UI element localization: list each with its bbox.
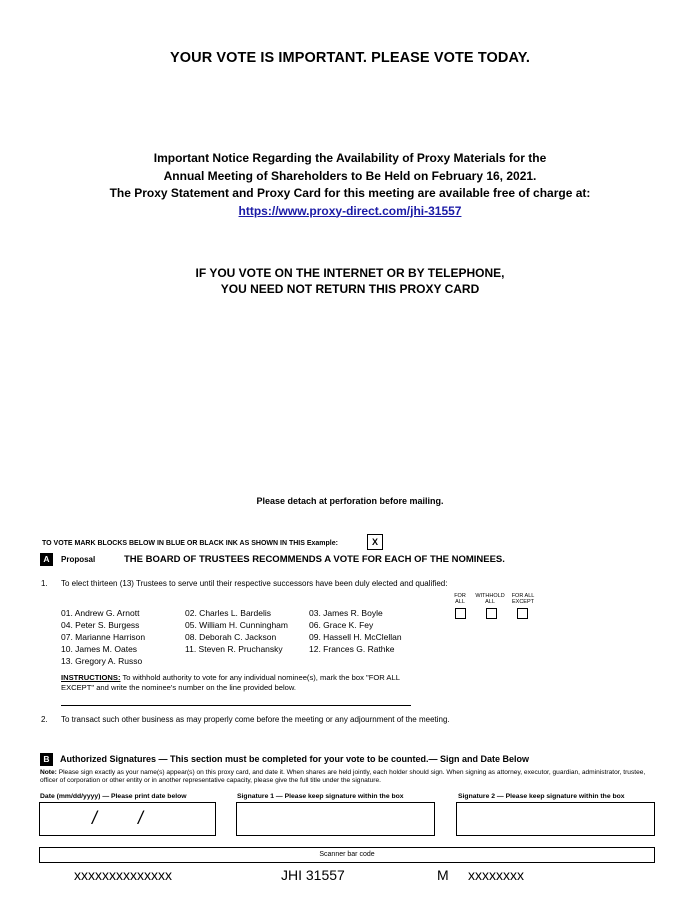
- instructions-text: To withhold authority to vote for any individual nominee(s), mark the box "FOR ALL EXCEPT" and write the nominee's number on the line provided below.: [61, 673, 400, 692]
- for-all-except-checkbox[interactable]: [517, 608, 528, 619]
- vote-example-text: TO VOTE MARK BLOCKS BELOW IN BLUE OR BLACK INK AS SHOWN IN THIS Example:: [42, 540, 338, 547]
- footer-account-number: xxxxxxxx: [468, 867, 524, 883]
- footer-control-number: xxxxxxxxxxxxxx: [74, 867, 172, 883]
- proposal-1-text: To elect thirteen (13) Trustees to serve until their respective successors have been duly elected and qualified:: [61, 579, 448, 588]
- nominee: 11. Steven R. Pruchansky: [185, 644, 283, 654]
- notice-line-1: Important Notice Regarding the Availability of Proxy Materials for the: [153, 151, 547, 165]
- for-all-checkbox[interactable]: [455, 608, 466, 619]
- signature-note: [40, 769, 660, 785]
- notice-line-3: The Proxy Statement and Proxy Card for this meeting are available free of charge at:: [109, 186, 591, 200]
- date-slash: /: [138, 808, 144, 828]
- section-b-badge: B: [40, 753, 53, 766]
- footer-m-marker: M: [437, 867, 449, 883]
- date-slash: /: [92, 808, 98, 828]
- proposal-1-number: 1.: [41, 579, 48, 588]
- section-a-label: Proposal: [61, 555, 96, 564]
- nominee: 03. James R. Boyle: [309, 608, 383, 618]
- internet-vote-line-1: IF YOU VOTE ON THE INTERNET OR BY TELEPHONE,: [195, 266, 505, 280]
- column-for-all-except: FOR ALL EXCEPT: [511, 593, 535, 605]
- date-label: Date (mm/dd/yyyy) — Please print date below: [40, 793, 187, 800]
- section-b-title: Authorized Signatures — This section must be completed for your vote to be counted.— Sign and Date Below: [60, 754, 530, 764]
- detach-instruction: Please detach at perforation before mailing.: [256, 496, 444, 506]
- proposal-2-text: To transact such other business as may properly come before the meeting or any adjournment of the meeting.: [61, 715, 450, 724]
- note-label: Note:: [40, 769, 57, 776]
- nominee: 09. Hassell H. McClellan: [309, 632, 402, 642]
- nominee: 05. William H. Cunningham: [185, 620, 288, 630]
- internet-vote-notice: [0, 265, 700, 297]
- nominee: 08. Deborah C. Jackson: [185, 632, 277, 642]
- section-a-title: THE BOARD OF TRUSTEES RECOMMENDS A VOTE FOR EACH OF THE NOMINEES.: [124, 554, 505, 565]
- nominee: 06. Grace K. Fey: [309, 620, 374, 630]
- signature-2-field[interactable]: [456, 802, 655, 836]
- notice-line-2: Annual Meeting of Shareholders to Be Held on February 16, 2021.: [163, 168, 537, 183]
- proxy-notice: [0, 150, 700, 220]
- nominee: 12. Frances G. Rathke: [309, 644, 395, 654]
- nominee: 01. Andrew G. Arnott: [61, 608, 140, 618]
- footer-card-code: JHI 31557: [281, 867, 345, 883]
- vote-example-box: X: [367, 534, 383, 550]
- signature-2-label: Signature 2 — Please keep signature within the box: [458, 793, 625, 800]
- withhold-instructions: [61, 673, 431, 692]
- section-a-badge: A: [40, 553, 53, 566]
- nominee: 13. Gregory A. Russo: [61, 656, 143, 666]
- scanner-bar-code: Scanner bar code: [39, 847, 655, 863]
- column-for-all: FOR ALL: [454, 593, 466, 605]
- instructions-label: INSTRUCTIONS:: [61, 673, 121, 682]
- signature-1-label: Signature 1 — Please keep signature within the box: [237, 793, 404, 800]
- proxy-direct-link[interactable]: https://www.proxy-direct.com/jhi-31557: [238, 203, 462, 218]
- page-title: YOUR VOTE IS IMPORTANT. PLEASE VOTE TODAY.: [169, 50, 531, 66]
- nominee: 02. Charles L. Bardelis: [185, 608, 271, 618]
- date-field[interactable]: [39, 802, 216, 836]
- note-text: Please sign exactly as your name(s) appear(s) on this proxy card, and date it. When shares are held jointly, each holder should sign. When signing as attorney, executor, guardian, administrator, trustee, officer of corporation or other entity or in another representative capacity, please give the full title under the signature.: [40, 769, 646, 785]
- column-withhold-all: WITHHOLD ALL: [475, 593, 505, 605]
- nominee: 07. Marianne Harrison: [61, 632, 146, 642]
- nominee: 04. Peter S. Burgess: [61, 620, 140, 630]
- except-nominee-line[interactable]: [61, 705, 411, 706]
- internet-vote-line-2: YOU NEED NOT RETURN THIS PROXY CARD: [220, 282, 480, 296]
- withhold-all-checkbox[interactable]: [486, 608, 497, 619]
- proposal-2-number: 2.: [41, 715, 48, 724]
- signature-1-field[interactable]: [236, 802, 435, 836]
- nominee: 10. James M. Oates: [61, 644, 138, 654]
